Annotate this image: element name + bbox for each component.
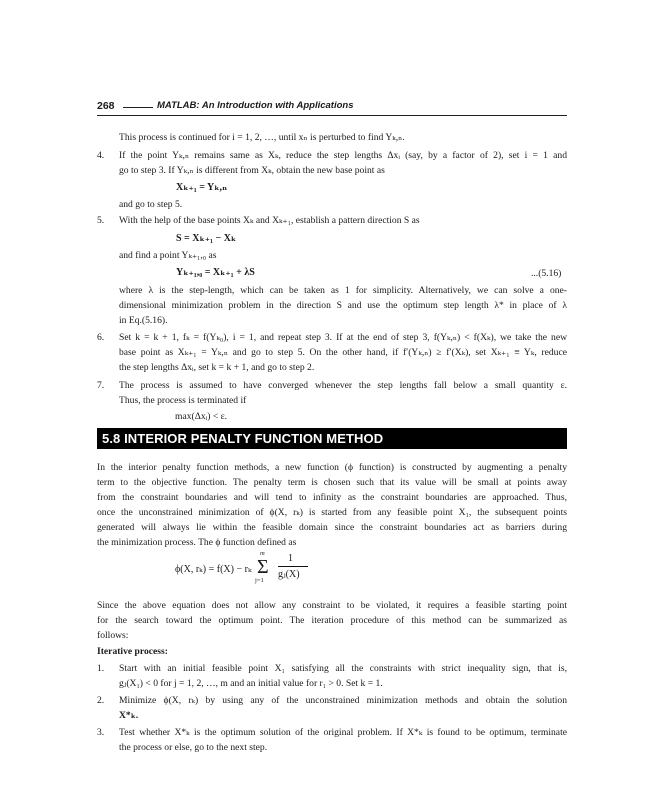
step-5-number: 5. [97, 215, 105, 226]
step-6-line-1: Set k = k + 1, fₖ = f(Yₖ₀), i = 1, and repeat step 3. If at the end of step 3, f(Yₖ,ₙ) < f(Xₖ), we take the new [119, 332, 567, 343]
step-5-equation-2: Yₖ₊₁,₀ = Xₖ₊₁ + λS [176, 267, 255, 278]
section-heading [97, 428, 567, 449]
para-1-line-6: the minimization process. The ϕ function defined as [97, 537, 297, 548]
step-4-number: 4. [97, 150, 105, 161]
header-rule [97, 115, 567, 116]
formula-lhs: ϕ(X, rₖ) = f(X) − rₖ [175, 564, 252, 575]
step-6-line-3: the step lengths Δxᵢ, set k = k + 1, and go to step 2. [119, 362, 315, 373]
equation-number-5-16: ...(5.16) [531, 268, 562, 279]
item-3-line-1: Test whether X*ₖ is the optimum solution of the original problem. If X*ₖ is found to be optimum, terminate [119, 727, 567, 738]
step-6-line-2: base point as Xₖ₊₁ = Yₖ,ₙ and go to step 5. On the other hand, if f′(Yₖ,ₙ) ≥ f′(Xₖ), set Xₖ₊₁ ≡ Yₖ, reduce [119, 347, 567, 358]
item-2-number: 2. [97, 695, 105, 706]
step-7-equation: max(Δxᵢ) < ε. [175, 411, 228, 422]
step-5-line-2: where λ is the step-length, which can be taken as 1 for simplicity. Alternatively, we can solve a one- [119, 285, 567, 296]
step-7-line-2: Thus, the process is terminated if [119, 395, 247, 406]
step-4-equation: Xₖ₊₁ = Yₖ,ₙ [176, 182, 228, 193]
step-5-line-1: With the help of the base points Xₖ and Xₖ₊₁, establish a pattern direction S as [119, 215, 420, 226]
step-4-line-2: go to step 3. If Yₖ,ₙ is different from Xₖ, obtain the new base point as [119, 165, 385, 176]
step-4-after: and go to step 5. [119, 199, 183, 210]
item-2-line-1: Minimize ϕ(X, rₖ) by using any of the unconstrained minimization methods and obtain the solution [119, 695, 567, 706]
sigma-symbol: Σ [257, 556, 269, 578]
para-1-line-2: term to the objective function. The penalty term is chosen such that its value will be small at points away [97, 477, 567, 488]
step-5-mid: and find a point Yₖ₊₁,₀ as [119, 250, 217, 261]
step-5-equation-1: S = Xₖ₊₁ − Xₖ [176, 233, 237, 244]
iterative-heading: Iterative process: [97, 646, 168, 657]
running-header [97, 100, 567, 114]
formula-sum-upper: m [260, 550, 265, 557]
item-1-line-2: gⱼ(X₁) < 0 for j = 1, 2, …, m and an initial value for r₁ > 0. Set k = 1. [119, 678, 383, 689]
para-1-line-1: In the interior penalty function methods, a new function (ϕ function) is constructed by augmenting a penalty [97, 462, 567, 473]
para-2-line-1: Since the above equation does not allow any constraint to be violated, it requires a feasible starting point [97, 600, 567, 611]
phi-function-formula [175, 550, 325, 588]
header-dash [123, 107, 153, 108]
formula-denominator: gⱼ(X) [278, 569, 300, 580]
item-2-line-2: X*ₖ. [119, 710, 139, 721]
book-title: MATLAB: An Introduction with Applications [157, 100, 354, 111]
item-1-line-1: Start with an initial feasible point X₁ satisfying all the constraints with strict inequality sign, that is, [119, 663, 567, 674]
step-7-line-1: The process is assumed to have converged whenever the step lengths fall below a small quantity ε. [119, 380, 567, 391]
item-3-number: 3. [97, 727, 105, 738]
continued-line: This process is continued for i = 1, 2, …, until xₙ is perturbed to find Yₖ,ₙ. [119, 132, 405, 143]
para-2-line-2: for the search toward the optimum point. The iteration procedure of this method can be summarized as [97, 615, 567, 626]
step-4-line-1: If the point Yₖ,ₙ remains same as Xₖ, reduce the step lengths Δxᵢ (say, by a factor of 2), set i = 1 and [119, 150, 567, 161]
section-title: 5.8 INTERIOR PENALTY FUNCTION METHOD [102, 431, 384, 446]
formula-numerator: 1 [288, 553, 293, 564]
item-3-line-2: the process or else, go to the next step. [119, 742, 268, 753]
para-1-line-5: generated will always lie within the feasible domain since the constraint boundaries act as barriers during [97, 522, 567, 533]
page-number: 268 [97, 100, 115, 112]
step-6-number: 6. [97, 332, 105, 343]
step-5-line-3: dimensional minimization problem in the direction S and use the optimum step length λ* in place of λ [119, 300, 567, 311]
para-2-line-3: follows: [97, 630, 129, 641]
formula-sum-lower: j=1 [255, 577, 264, 584]
item-1-number: 1. [97, 663, 105, 674]
step-5-line-4: in Eq.(5.16). [119, 315, 168, 326]
fraction-bar [278, 566, 308, 567]
para-1-line-3: from the constraint boundaries and will tend to infinity as the constraint boundaries are approached. Thus, [97, 492, 567, 503]
para-1-line-4: once the unconstrained minimization of ϕ(X, rₖ) is started from any feasible point X₁, the subsequent points [97, 507, 567, 518]
step-7-number: 7. [97, 380, 105, 391]
